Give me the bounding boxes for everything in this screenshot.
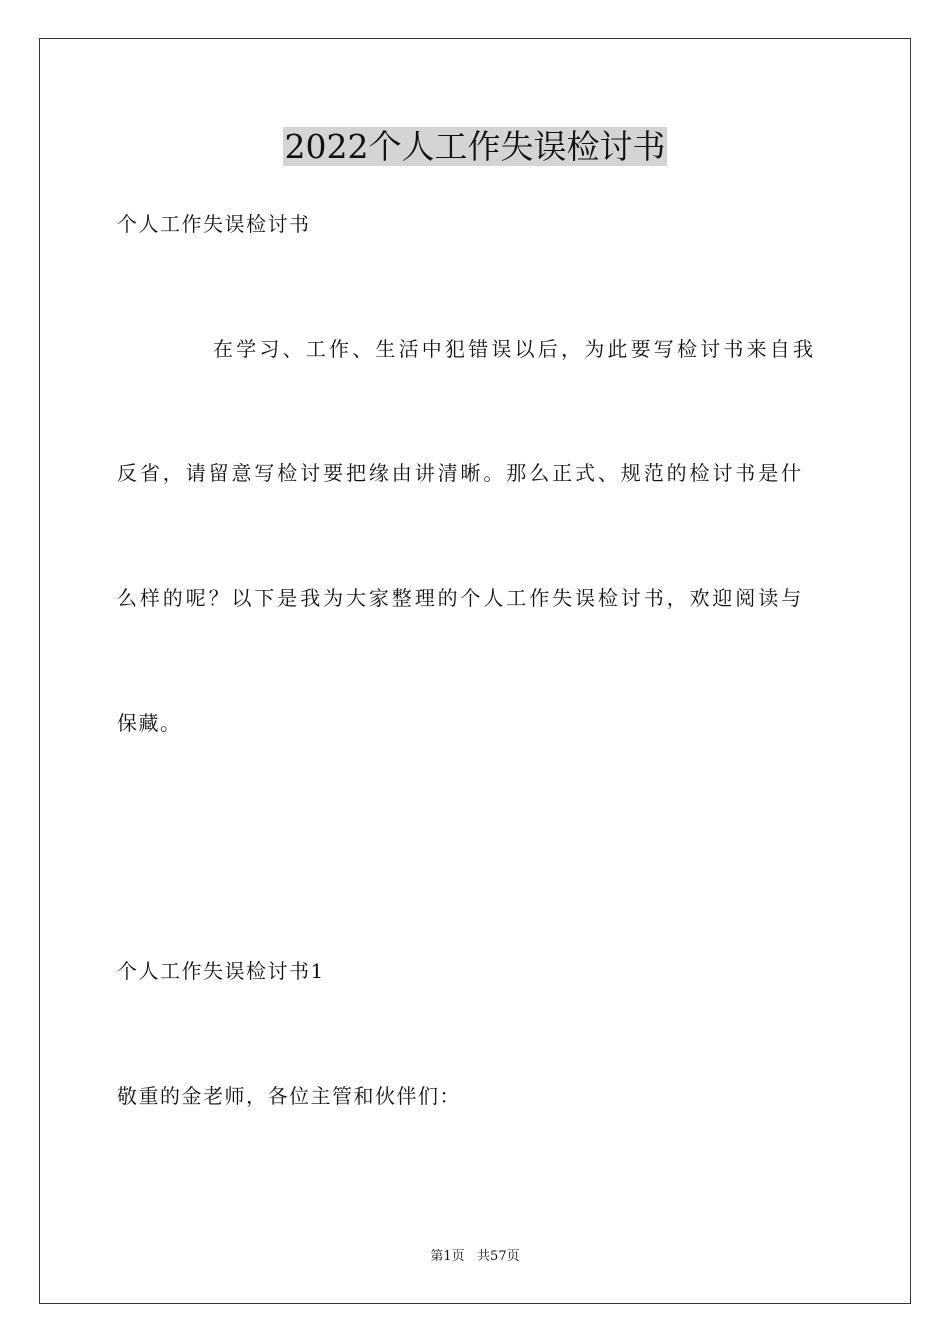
document-title — [0, 124, 950, 170]
intro-line-1: 在学习、工作、生活中犯错误以后，为此要写检讨书来自我 — [213, 337, 817, 361]
intro-line-4: 保藏。 — [117, 711, 182, 735]
intro-line-3: 么样的呢？以下是我为大家整理的个人工作失误检讨书，欢迎阅读与 — [117, 586, 804, 610]
section-heading: 个人工作失误检讨书1 — [117, 959, 325, 983]
page-number-footer: 第1页 共57页 — [430, 1249, 520, 1264]
document-subheading: 个人工作失误检讨书 — [117, 212, 311, 236]
intro-line-2: 反省，请留意写检讨要把缘由讲清晰。那么正式、规范的检讨书是什 — [117, 461, 804, 485]
salutation: 敬重的金老师，各位主管和伙伴们： — [117, 1084, 461, 1108]
document-title-text: 2022个人工作失误检讨书 — [284, 127, 666, 166]
